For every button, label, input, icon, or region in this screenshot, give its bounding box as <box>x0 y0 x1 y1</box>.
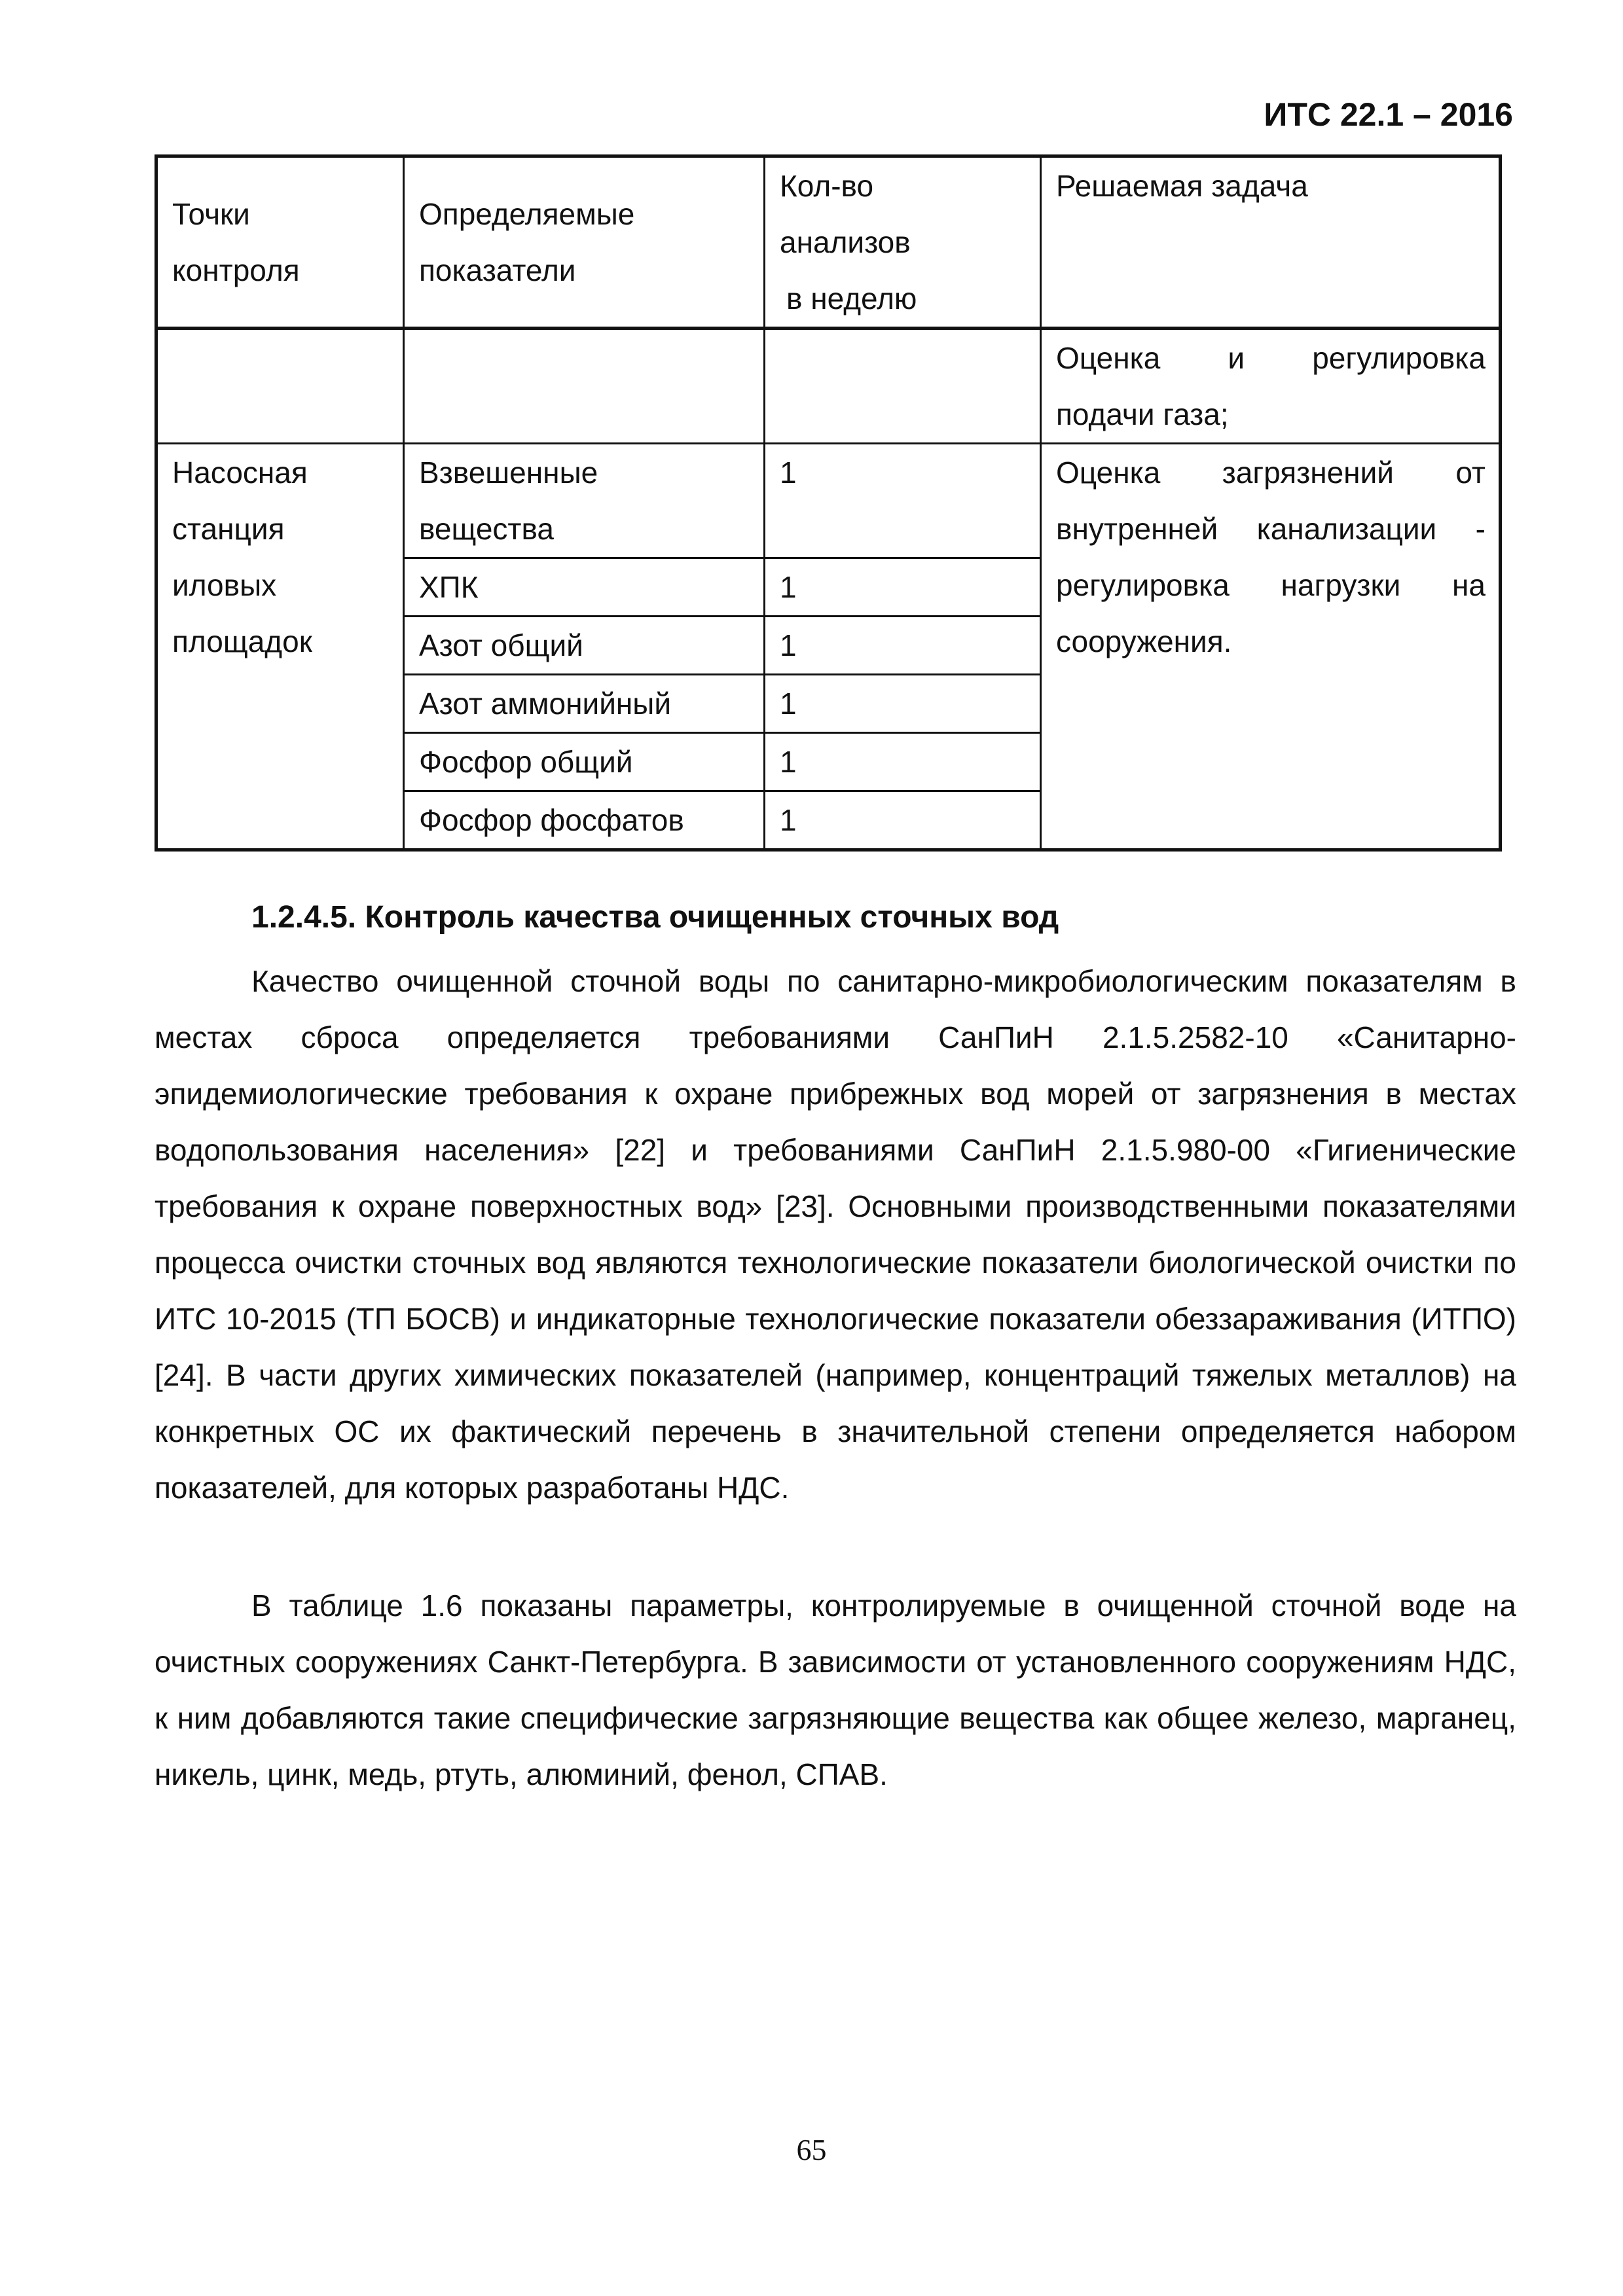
table-cell-empty <box>156 329 404 444</box>
task-text: Оценка загрязнений от внутренней канализации - регулировка нагрузки на сооружения. <box>1056 456 1486 658</box>
header-cell-control-points <box>156 156 404 329</box>
table-cell-indicator <box>404 444 765 558</box>
control-point-text: Насосная станция иловых площадок <box>172 456 312 658</box>
section-heading: 1.2.4.5. Контроль качества очищенных сточных вод <box>251 900 1059 935</box>
table-cell-task <box>1041 444 1501 850</box>
table-cell-control-point <box>156 444 404 850</box>
table-cell-task-continued <box>1041 329 1501 444</box>
table-cell-count: 1 <box>765 791 1041 850</box>
table-cell-indicator: ХПК <box>404 558 765 617</box>
table-header-row <box>156 156 1501 329</box>
table-cell-count: 1 <box>765 617 1041 675</box>
control-points-table <box>155 154 1502 852</box>
body-paragraph: Качество очищенной сточной воды по санитарно-микробиологическим показателям в местах сброса определяется требованиями СанПиН 2.1.5.2582-10 «Санитарно-эпидемиологические требования к охране прибрежных вод морей от загрязнения в местах водопользования населения» [22] и требованиями СанПиН 2.1.5.980-00 «Гигиенические требования к охране поверхностных вод» [23]. Основными производственными показателями процесса очистки сточных вод являются технологические показатели биологической очистки по ИТС 10-2015 (ТП БОСВ) и индикаторные технологические показатели обеззараживания (ИТПО) [24]. В части других химических показателей (например, концентраций тяжелых металлов) на конкретных ОС их фактический перечень в значительной степени определяется набором показателей, для которых разработаны НДС. <box>155 964 1516 1505</box>
table-cell-indicator: Азот аммонийный <box>404 675 765 733</box>
header-text-analyses-count-line2: анализов <box>780 225 911 259</box>
header-text-control-points: Точки контроля <box>172 197 300 287</box>
table-cell-empty <box>404 329 765 444</box>
table-row <box>156 444 1501 558</box>
table-cell-indicator: Фосфор общий <box>404 733 765 791</box>
table-cell-count: 1 <box>765 558 1041 617</box>
body-paragraph: В таблице 1.6 показаны параметры, контролируемые в очищенной сточной воде на очистных сооружениях Санкт-Петербурга. В зависимости от установленного сооружениям НДС, к ним добавляются такие специфические загрязняющие вещества как общее железо, марганец, никель, цинк, медь, ртуть, алюминий, фенол, СПАВ. <box>155 1588 1516 1791</box>
task-continued-word: Оценка <box>1056 341 1161 375</box>
table-cell-empty <box>765 329 1041 444</box>
table-row-continued <box>156 329 1501 444</box>
task-continued-line2: подачи газа; <box>1056 397 1229 431</box>
header-cell-task <box>1041 156 1501 329</box>
task-continued-word: регулировка <box>1312 341 1486 375</box>
header-cell-analyses-count <box>765 156 1041 329</box>
header-text-analyses-count-line3: в неделю <box>786 281 917 315</box>
table-cell-count: 1 <box>765 733 1041 791</box>
header-text-indicators: Определяемые показатели <box>419 197 635 287</box>
task-continued-word: и <box>1228 341 1245 375</box>
task-continued-line1 <box>1056 330 1486 386</box>
header-cell-indicators <box>404 156 765 329</box>
page-number: 65 <box>796 2133 827 2166</box>
indicator-text: Взвешенные вещества <box>419 456 598 546</box>
document-code-header: ИТС 22.1 – 2016 <box>1264 96 1513 133</box>
table-cell-count: 1 <box>765 675 1041 733</box>
header-text-analyses-count-line1: Кол-во <box>780 169 874 203</box>
header-text-task: Решаемая задача <box>1056 169 1308 203</box>
table-cell-indicator: Азот общий <box>404 617 765 675</box>
table-cell-count: 1 <box>765 444 1041 558</box>
table-cell-indicator: Фосфор фосфатов <box>404 791 765 850</box>
